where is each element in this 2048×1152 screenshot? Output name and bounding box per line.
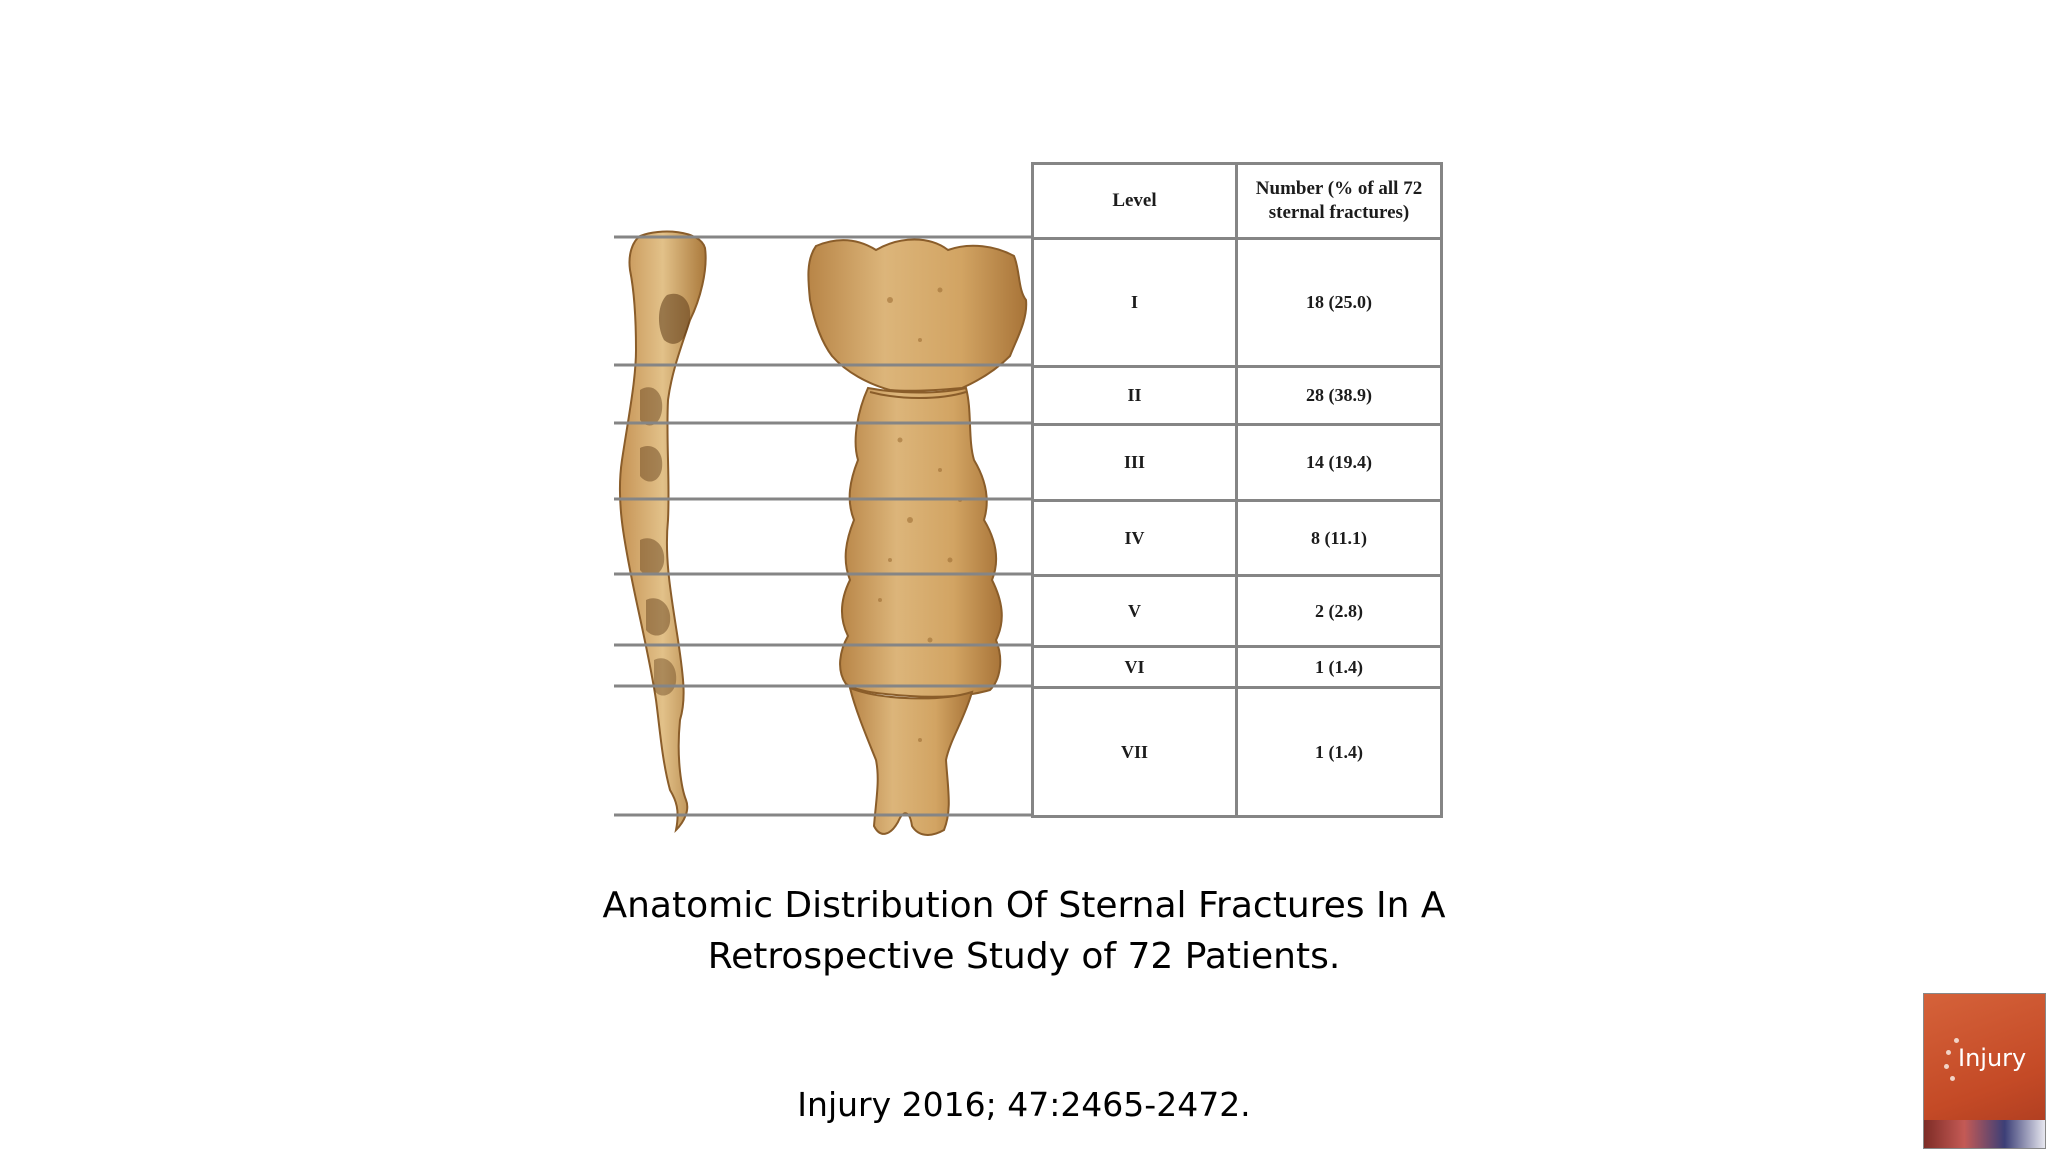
journal-cover-band: [1924, 1120, 2045, 1148]
slide-caption: [524, 880, 1524, 982]
sternum-xiphoid: [850, 688, 972, 835]
header-number-line2: sternal fractures): [1268, 202, 1410, 223]
level-cell: IV: [1033, 501, 1237, 576]
level-cell: I: [1033, 239, 1237, 367]
table-row: [1033, 576, 1442, 647]
header-number: [1237, 164, 1442, 239]
level-cell: III: [1033, 425, 1237, 501]
level-cell: VI: [1033, 647, 1237, 688]
level-cell: II: [1033, 367, 1237, 425]
number-cell: 8 (11.1): [1237, 501, 1442, 576]
caption-line-1: Anatomic Distribution Of Sternal Fractures In A: [602, 885, 1446, 926]
level-cell: VII: [1033, 688, 1237, 817]
fracture-level-table: [1031, 162, 1443, 818]
header-number-line1: Number (% of all 72: [1255, 178, 1423, 199]
table-row: [1033, 688, 1442, 817]
level-cell: V: [1033, 576, 1237, 647]
number-cell: 14 (19.4): [1237, 425, 1442, 501]
journal-name: Injury: [1958, 1044, 2027, 1072]
number-cell: 1 (1.4): [1237, 647, 1442, 688]
header-level: Level: [1033, 164, 1237, 239]
table-row: [1033, 647, 1442, 688]
number-cell: 18 (25.0): [1237, 239, 1442, 367]
caption-line-2: Retrospective Study of 72 Patients.: [707, 936, 1341, 977]
journal-cover-thumbnail: [1923, 993, 2046, 1149]
table-row: [1033, 367, 1442, 425]
sternum-body: [840, 388, 1002, 697]
table-header-row: [1033, 164, 1442, 239]
number-cell: 28 (38.9): [1237, 367, 1442, 425]
table-row: [1033, 501, 1442, 576]
number-cell: 2 (2.8): [1237, 576, 1442, 647]
table-row: [1033, 425, 1442, 501]
sternum-manubrium: [808, 240, 1026, 391]
number-cell: 1 (1.4): [1237, 688, 1442, 817]
citation-text: Injury 2016; 47:2465-2472.: [797, 1085, 1251, 1124]
table-row: [1033, 239, 1442, 367]
